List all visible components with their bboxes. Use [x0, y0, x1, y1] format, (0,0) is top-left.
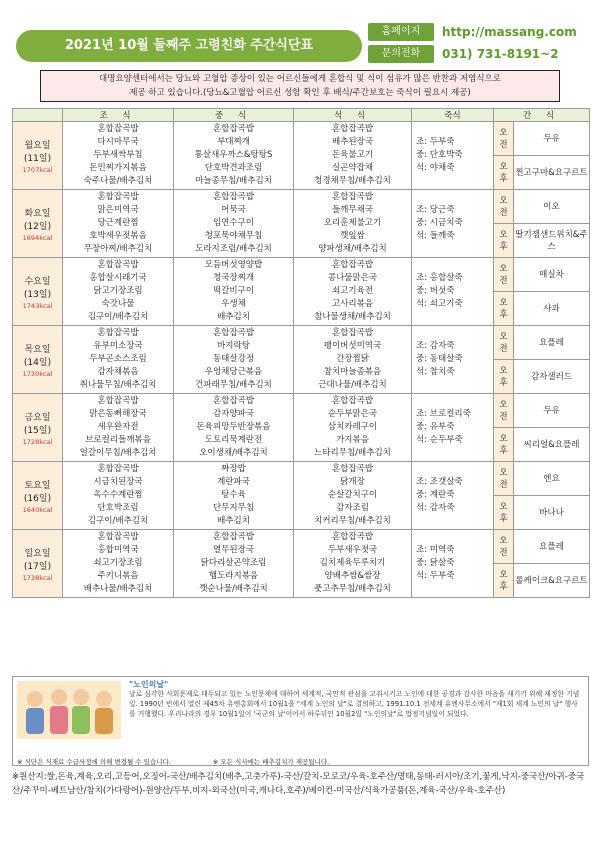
- day-date: (12일): [23, 221, 52, 232]
- lunch-cell: [174, 326, 294, 394]
- dinner-item: 김치제육두루치기: [319, 558, 386, 568]
- lunch-item: 동태살강정: [212, 354, 255, 364]
- breakfast-item: 홍합살시래기국: [89, 273, 147, 283]
- table-row: [13, 462, 590, 496]
- dinner-item: 돈육불고기: [331, 150, 374, 160]
- breakfast-item: 김구이/배추김치: [87, 312, 149, 322]
- notice-line-1: 대명요양센터에서는 당뇨와 고혈압 증상이 있는 어르신들에게 혼합식 및 식이 섬유가 많은 반찬과 저염식으로: [99, 74, 501, 84]
- porridge-item: 중: 닭살죽: [416, 558, 455, 568]
- day-kcal: 1738kcal: [22, 573, 53, 582]
- breakfast-cell: [63, 326, 174, 394]
- lunch-item: 혼합잡곡밥: [212, 192, 255, 202]
- dinner-item: 팽이버섯미역국: [323, 341, 382, 351]
- note-substitution: ※ 식단은 식재료 수급사정에 의해 변경될 수 있습니다.: [17, 758, 171, 766]
- dinner-cell: [294, 122, 412, 190]
- dinner-item: 들깨무채국: [331, 205, 374, 215]
- snack-am: 요플레: [514, 530, 590, 564]
- breakfast-item: 감자채볶음: [97, 367, 139, 377]
- menu-table: [12, 108, 590, 598]
- day-date: (14일): [23, 357, 52, 368]
- table-header-row: [13, 109, 590, 122]
- breakfast-item: 당근계란찜: [97, 218, 139, 228]
- snack-pm-slot: 오 후: [494, 360, 514, 394]
- breakfast-item: 혼합잡곡밥: [97, 124, 139, 134]
- dinner-item: 혼합잡곡밥: [331, 532, 374, 542]
- table-row: [13, 326, 590, 360]
- snack-am-slot: 오 전: [494, 122, 514, 156]
- breakfast-item: 숙주나물/배추김치: [83, 176, 153, 186]
- breakfast-item: 혼합잡곡밥: [97, 192, 139, 202]
- snack-pm-slot: 오 후: [494, 564, 514, 598]
- snack-am: 두유: [514, 394, 590, 428]
- day-date: (11일): [23, 153, 52, 164]
- breakfast-cell: [63, 394, 174, 462]
- porridge-item: 중: 버섯죽: [416, 286, 455, 296]
- breakfast-item: 혼합잡곡밥: [97, 464, 139, 474]
- breakfast-item: 두부곤소스조림: [89, 354, 147, 364]
- table-row: [13, 190, 590, 224]
- homepage-label: 홈페이지: [368, 23, 434, 41]
- dinner-cell: [294, 326, 412, 394]
- snack-pm-slot: 오 후: [494, 428, 514, 462]
- day-cell: [13, 190, 63, 258]
- breakfast-item: 얼갈이무침/배추김치: [79, 448, 157, 458]
- snack-am: 이오: [514, 190, 590, 224]
- dinner-item: 순두부맑은국: [327, 409, 378, 419]
- table-row: [13, 394, 590, 428]
- dinner-item: 닭개장: [340, 477, 365, 487]
- dinner-item: 근대나물/배추김치: [318, 380, 387, 390]
- breakfast-cell: [63, 122, 174, 190]
- breakfast-item: 배추나물/배추김치: [83, 584, 153, 594]
- lunch-item: 혼합잡곡밥: [212, 396, 255, 406]
- breakfast-item: 맑은미역국: [97, 205, 139, 215]
- breakfast-item: 시금치된장국: [93, 477, 143, 487]
- lunch-item: 오이생채/배추김치: [199, 448, 268, 458]
- lunch-item: 모듬버섯영양밥: [204, 260, 263, 270]
- dinner-item: 치커리무침/배추김치: [314, 516, 391, 526]
- lunch-item: 단호박견과조림: [204, 163, 263, 173]
- breakfast-item: 주키니볶음: [97, 571, 139, 581]
- lunch-cell: [174, 394, 294, 462]
- snack-am-slot: 오 전: [494, 190, 514, 224]
- porridge-item: 중: 시금치죽: [416, 218, 463, 228]
- lunch-cell: [174, 462, 294, 530]
- snack-pm: 롤케이크&요구르트: [514, 564, 590, 598]
- snack-pm: 사과: [514, 292, 590, 326]
- porridge-item: 중: 계란죽: [416, 490, 455, 500]
- day-date: (17일): [23, 561, 52, 572]
- lunch-cell: [174, 190, 294, 258]
- dinner-item: 가지볶음: [336, 435, 369, 445]
- breakfast-item: 호박새우젓볶음: [89, 231, 147, 241]
- day-cell: [13, 122, 63, 190]
- day-name: 목요일: [24, 344, 51, 355]
- dinner-item: 쇠고기육전: [331, 286, 374, 296]
- col-header-porridge: 죽식: [412, 109, 494, 122]
- lunch-item: 도라지조림/배추김치: [195, 244, 272, 254]
- snack-am: 엔요: [514, 462, 590, 496]
- day-name: 수요일: [24, 276, 51, 287]
- day-kcal: 1640kcal: [22, 505, 53, 514]
- lunch-cell: [174, 122, 294, 190]
- breakfast-item: 두부새싹부침: [93, 150, 143, 160]
- elders-day-title: "노인의날": [129, 680, 169, 689]
- dinner-item: 참치마늘종볶음: [323, 367, 382, 377]
- dinner-cell: [294, 462, 412, 530]
- snack-pm: 딸기잼샌드위치&주스: [514, 224, 590, 258]
- breakfast-item: 혼합잡곡밥: [97, 396, 139, 406]
- breakfast-item: 새우완자전: [97, 422, 139, 432]
- lunch-cell: [174, 530, 294, 598]
- dinner-item: 오리훈제불고기: [323, 218, 382, 228]
- dinner-item: 삼치카레구이: [327, 422, 378, 432]
- note-kimchi: ※ 모든 식사에는 배추김치가 제공됩니다.: [212, 758, 330, 766]
- porridge-cell: [412, 190, 494, 258]
- porridge-cell: [412, 122, 494, 190]
- breakfast-item: 홍합미역국: [97, 545, 139, 555]
- header: [12, 18, 588, 68]
- porridge-item: 중: 유부죽: [416, 422, 455, 432]
- breakfast-item: 쇠고기장조림: [93, 558, 143, 568]
- phone-number: 031) 731-8191~2: [442, 47, 559, 61]
- dinner-item: 혼합잡곡밥: [331, 328, 374, 338]
- lunch-item: 부대찌개: [217, 137, 250, 147]
- homepage-link[interactable]: http://massang.com: [442, 25, 577, 39]
- day-cell: [13, 530, 63, 598]
- porridge-item: 조: 감자죽: [416, 341, 455, 351]
- dinner-item: 감자조림: [336, 503, 369, 513]
- dinner-item: 느타리무침/배추김치: [314, 448, 391, 458]
- dinner-cell: [294, 190, 412, 258]
- porridge-item: 석: 쇠고기죽: [416, 299, 463, 309]
- lunch-item: 열무된장국: [212, 545, 255, 555]
- breakfast-item: 브로컬리들깨볶음: [85, 435, 151, 445]
- dinner-item: 고사리볶음: [331, 299, 374, 309]
- breakfast-cell: [63, 462, 174, 530]
- lunch-item: 혼합잡곡밥: [212, 124, 255, 134]
- day-cell: [13, 462, 63, 530]
- porridge-cell: [412, 462, 494, 530]
- breakfast-item: 옥수수계란찜: [93, 490, 143, 500]
- breakfast-cell: [63, 190, 174, 258]
- dinner-cell: [294, 258, 412, 326]
- table-row: [13, 122, 590, 156]
- lunch-item: 우엉채당근볶음: [204, 367, 263, 377]
- breakfast-item: 취나물무침/배추김치: [79, 380, 157, 390]
- lunch-item: 배추김치: [217, 516, 250, 526]
- snack-pm-slot: 오 후: [494, 292, 514, 326]
- lunch-item: 도토리묵계란전: [204, 435, 263, 445]
- snack-am-slot: 오 전: [494, 462, 514, 496]
- lunch-item: 떡갈비구이: [212, 286, 255, 296]
- snack-am: 두유: [514, 122, 590, 156]
- dinner-item: 양배추쌈&쌈장: [324, 571, 381, 581]
- lunch-item: 임연수구이: [212, 218, 255, 228]
- breakfast-cell: [63, 530, 174, 598]
- porridge-cell: [412, 258, 494, 326]
- dinner-item: 두부새우젓국: [327, 545, 378, 555]
- porridge-item: 조: 당근죽: [416, 205, 455, 215]
- breakfast-item: 다시마무국: [97, 137, 139, 147]
- dinner-item: 혼합잡곡밥: [331, 396, 374, 406]
- porridge-item: 조: 조갯살죽: [416, 477, 463, 487]
- snack-am-slot: 오 전: [494, 258, 514, 292]
- dinner-item: 간장찜닭: [336, 354, 369, 364]
- phone-row: [368, 44, 559, 64]
- breakfast-item: 숙갓나물: [101, 299, 135, 309]
- lunch-item: 배추김치: [217, 312, 250, 322]
- elderly-people-illustration: [17, 681, 121, 739]
- breakfast-item: 혼합잡곡밥: [97, 260, 139, 270]
- dinner-cell: [294, 394, 412, 462]
- snack-am-slot: 오 전: [494, 530, 514, 564]
- breakfast-item: 단호박조림: [97, 503, 139, 513]
- snack-am: 매실차: [514, 258, 590, 292]
- snack-pm-slot: 오 후: [494, 224, 514, 258]
- dinner-item: 순살갈치구이: [327, 490, 378, 500]
- notice-line-2: 제공 하고 있습니다.(당뇨&고혈압 어르신 성함 확인 후 배식/주간보호는 죽식이 필요시 제공): [129, 88, 471, 98]
- porridge-item: 조: 홍합살죽: [416, 273, 463, 283]
- snack-pm: 바나나: [514, 496, 590, 530]
- lunch-item: 햄도라지볶음: [208, 571, 259, 581]
- snack-pm-slot: 오 후: [494, 156, 514, 190]
- snack-am-slot: 오 전: [494, 394, 514, 428]
- lunch-item: 혼합잡곡밥: [212, 328, 255, 338]
- day-name: 토요일: [24, 480, 51, 491]
- lunch-item: 청국장찌개: [212, 273, 255, 283]
- col-header-dinner: 석 식: [294, 109, 412, 122]
- dinner-item: 혼합잡곡밥: [331, 124, 374, 134]
- porridge-item: 중: 동태살죽: [416, 354, 463, 364]
- dinner-item: 풋고추무침/배추김치: [314, 584, 391, 594]
- porridge-item: 석: 들깨죽: [416, 231, 455, 241]
- day-date: (13일): [23, 289, 52, 300]
- origin-info: ※원산지:쌀,돈육,계육,오리,고등어,오징어-국산/배추김치(배추,고춧가루)-국산/갈치-모로코/우육-호주산/명태,동태-러시아/조기,꽃게,낙지-중국산/아귀-중국산/주꾸미-베트남산/참치(가다랑어)-원양산/두부,비지-외국산(미국,캐나다,호주)/베이컨-미국산/식육가공품(돈,계육-국산/우육-호주산): [12, 772, 585, 796]
- col-header-blank: [13, 109, 63, 122]
- day-name: 금요일: [24, 412, 51, 423]
- lunch-item: 청포묵야채무침: [204, 231, 263, 241]
- porridge-item: 석: 야채죽: [416, 163, 455, 173]
- dinner-item: 참나물생채/배추김치: [314, 312, 391, 322]
- breakfast-item: 닭고기장조림: [93, 286, 143, 296]
- breakfast-cell: [63, 258, 174, 326]
- elders-day-text: 날로 심각한 사회문제로 대두되고 있는 노인문제에 대하여 세계적, 국민적 관심을 고취시키고 노인에 대한 공경과 감사한 마음을 새기기 위해 제정한 기념일. 1990년 빈에서 열린 제45차 유엔총회에서 10월1을 "세계 노인의 날"로 결의하고, 1991.10.1 전세계 유엔사무소에서 "제1회 세계 노인의 날" 행사를 거행했다. 우리나라의 경우 10월1일이 '국군의 날'이어서 하루뒤인 10월2일 "노인의날"로 법정기념일이 되었다.: [129, 690, 580, 718]
- dinner-item: 양파생채/배추김치: [318, 244, 387, 254]
- snack-pm-slot: 오 후: [494, 496, 514, 530]
- breakfast-item: 혼합잡곡밥: [97, 532, 139, 542]
- porridge-item: 중: 단호박죽: [416, 150, 463, 160]
- col-header-lunch: 중 식: [174, 109, 294, 122]
- dinner-item: 배추된장국: [331, 137, 374, 147]
- porridge-cell: [412, 394, 494, 462]
- breakfast-item: 유부미소장국: [93, 341, 143, 351]
- lunch-item: 마늘종무침/배추김치: [195, 176, 272, 186]
- lunch-item: 혼합잡곡밥: [212, 532, 255, 542]
- snack-am-slot: 오 전: [494, 326, 514, 360]
- breakfast-item: 무장아찌/배추김치: [83, 244, 153, 254]
- day-cell: [13, 394, 63, 462]
- breakfast-item: 맑은동뻐해장국: [89, 409, 147, 419]
- lunch-item: 통살새우까스&탕탕S: [194, 150, 273, 160]
- day-name: 화요일: [24, 208, 51, 219]
- snack-pm: 찐고구마&요구르트: [514, 156, 590, 190]
- page-title: 2021년 10월 둘째주 고령친화 주간식단표: [16, 30, 362, 62]
- lunch-item: 어묵국: [221, 205, 246, 215]
- lunch-item: 깻순나물/배추김치: [199, 584, 268, 594]
- porridge-item: 석: 두부죽: [416, 571, 455, 581]
- lunch-item: 짜장밥: [221, 464, 246, 474]
- breakfast-item: 혼합잡곡밥: [97, 328, 139, 338]
- notice-box: [40, 70, 560, 102]
- lunch-item: 닭다리살곤약조림: [200, 558, 267, 568]
- snack-am: 요플레: [514, 326, 590, 360]
- table-row: [13, 530, 590, 564]
- lunch-item: 바지락탕: [217, 341, 250, 351]
- day-kcal: 1694kcal: [22, 233, 53, 242]
- dinner-item: 실곤약잡채: [331, 163, 374, 173]
- day-date: (16일): [23, 493, 52, 504]
- elders-day-box: [12, 676, 589, 766]
- dinner-item: 혼합잡곡밥: [331, 260, 374, 270]
- col-header-breakfast: 조 식: [63, 109, 174, 122]
- day-name: 월요일: [24, 140, 51, 151]
- day-cell: [13, 326, 63, 394]
- day-cell: [13, 258, 63, 326]
- phone-label: 문의전화: [368, 45, 434, 63]
- lunch-item: 감자양파국: [212, 409, 255, 419]
- porridge-item: 석: 감자죽: [416, 503, 455, 513]
- porridge-item: 조: 브로컬리죽: [416, 409, 471, 419]
- lunch-item: 돈육피망두반장볶음: [196, 422, 271, 432]
- lunch-item: 탕수육: [221, 490, 246, 500]
- lunch-cell: [174, 258, 294, 326]
- col-header-snack: 간 식: [494, 109, 590, 122]
- porridge-item: 석: 순두부죽: [416, 435, 463, 445]
- lunch-item: 건파래무침/배추김치: [195, 380, 272, 390]
- snack-pm: 씨리얼&요플레: [514, 428, 590, 462]
- day-kcal: 1728kcal: [22, 437, 53, 446]
- porridge-cell: [412, 530, 494, 598]
- dinner-item: 혼합잡곡밥: [331, 464, 374, 474]
- dinner-item: 깻잎쌈: [340, 231, 365, 241]
- breakfast-item: 돈민찌가지볶음: [89, 163, 147, 173]
- porridge-cell: [412, 326, 494, 394]
- dinner-item: 콩나물맑은국: [327, 273, 378, 283]
- day-name: 일요일: [24, 548, 51, 559]
- bottom-notes: [17, 757, 369, 766]
- dinner-item: 혼합잡곡밥: [331, 192, 374, 202]
- dinner-cell: [294, 530, 412, 598]
- homepage-row: [368, 22, 577, 42]
- lunch-item: 단무지무침: [212, 503, 255, 513]
- day-kcal: 1730kcal: [22, 369, 53, 378]
- breakfast-item: 김구이/배추김치: [87, 516, 149, 526]
- day-date: (15일): [23, 425, 52, 436]
- day-kcal: 1707kcal: [22, 165, 53, 174]
- lunch-item: 계란파국: [217, 477, 250, 487]
- porridge-item: 조: 미역죽: [416, 545, 455, 555]
- day-kcal: 1743kcal: [22, 301, 53, 310]
- table-row: [13, 258, 590, 292]
- porridge-item: 석: 참치죽: [416, 367, 455, 377]
- snack-pm: 감자샐러드: [514, 360, 590, 394]
- porridge-item: 조: 두부죽: [416, 137, 455, 147]
- dinner-item: 청경채무침/배추김치: [314, 176, 391, 186]
- lunch-item: 우생채: [221, 299, 246, 309]
